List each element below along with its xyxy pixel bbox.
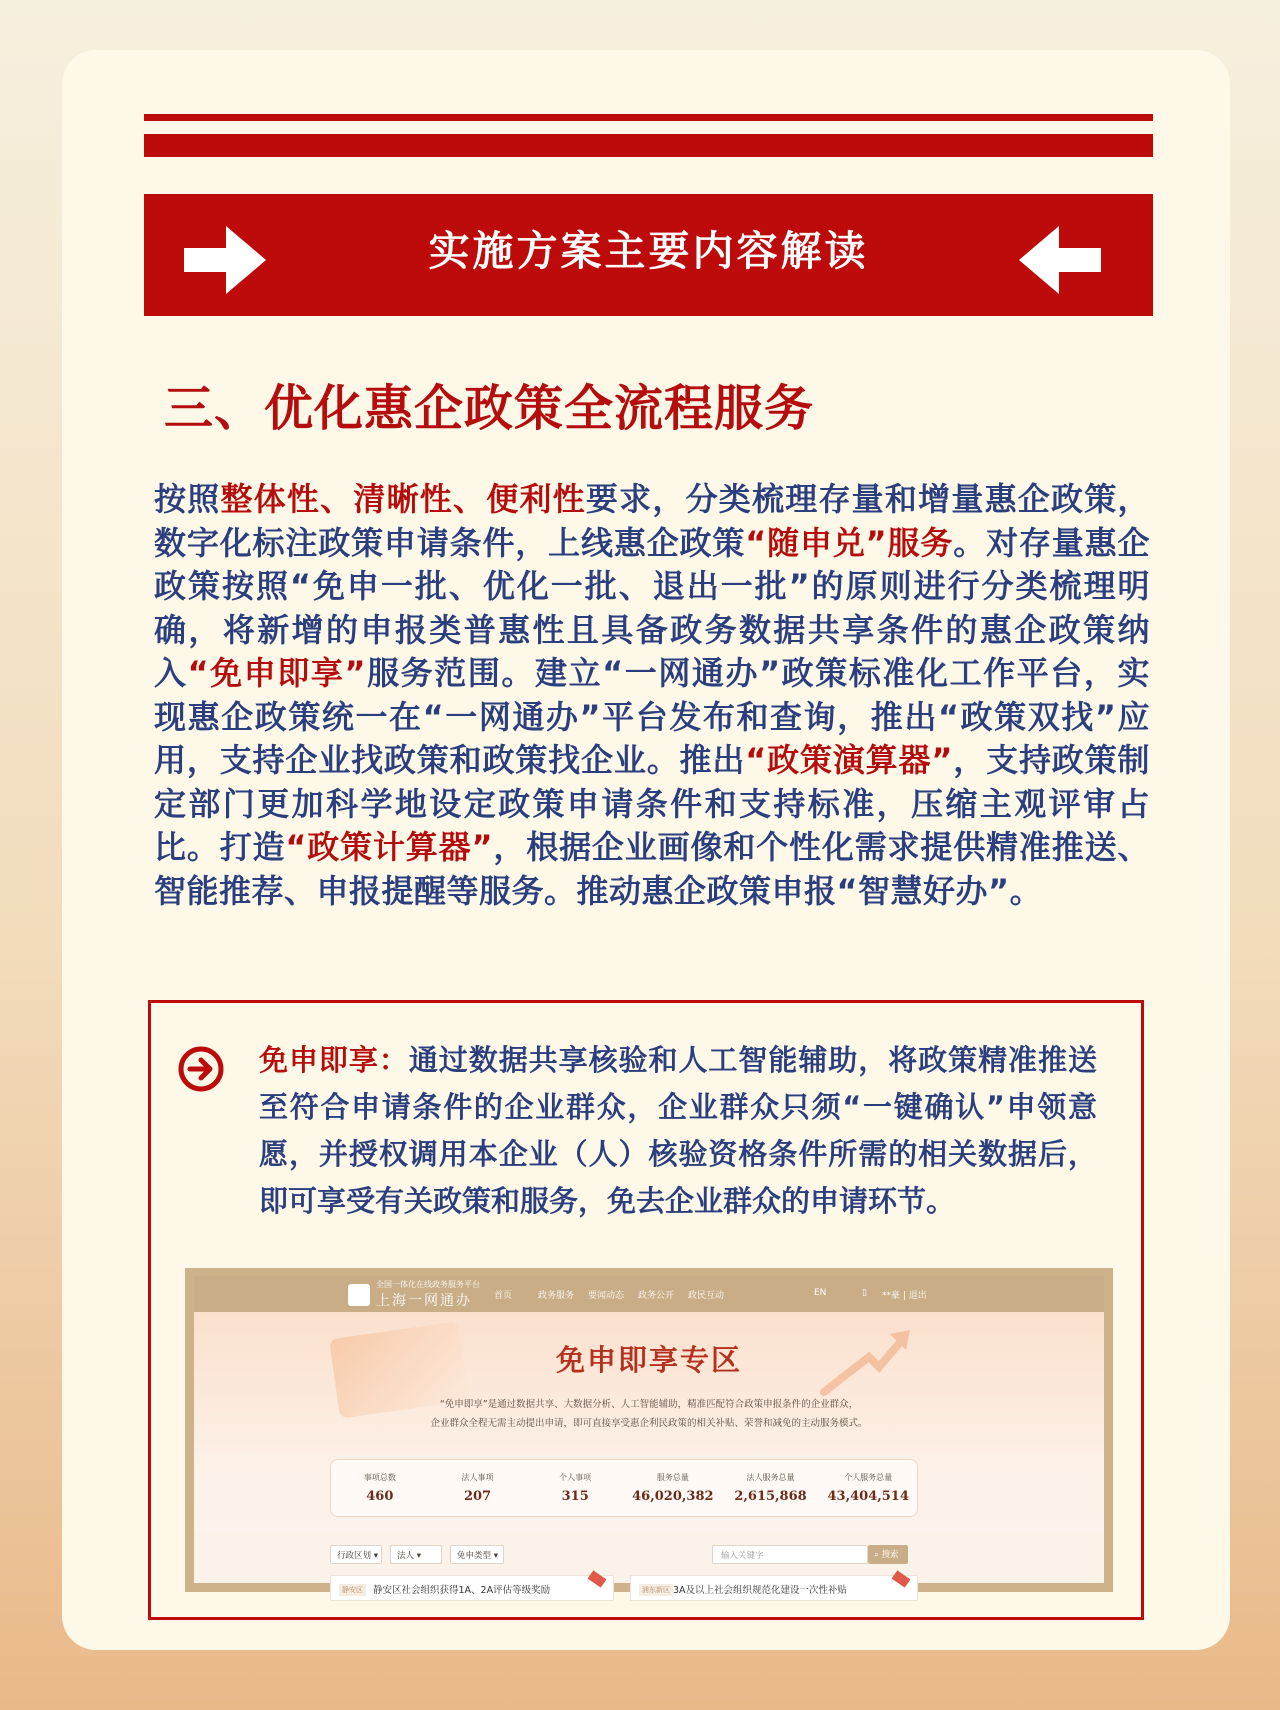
- site-nav-bar: [194, 1276, 1104, 1312]
- stat-item: [429, 1472, 527, 1504]
- stat-value: 460: [366, 1489, 394, 1504]
- body-text-segment: 按照: [154, 480, 221, 518]
- hero-section: [194, 1312, 1104, 1532]
- stat-label: 个人事项: [559, 1473, 592, 1482]
- body-highlight: “政策计算器”: [285, 828, 494, 866]
- body-text-segment: ，支持政策制定部门更加科学地设定政策申请条件和支持标准，压缩主观评审占比。打造: [154, 741, 1150, 866]
- body-highlight: “免申即享”: [187, 654, 367, 692]
- stat-item: [526, 1472, 624, 1504]
- corner-ribbon-icon: [892, 1570, 911, 1587]
- region-filter-select[interactable]: 行政区划 ▾: [330, 1545, 382, 1564]
- banner-title: 实施方案主要内容解读: [428, 226, 869, 275]
- stat-label: 法人事项: [461, 1473, 494, 1482]
- section-heading: 三、优化惠企政策全流程服务: [164, 380, 815, 437]
- stat-item: [722, 1472, 820, 1504]
- search-icon: ⌕: [874, 1550, 879, 1560]
- info-box: [148, 1000, 1144, 1620]
- policy-title: 静安区社会组织获得1A、2A评估等级奖励: [373, 1585, 551, 1596]
- search-input[interactable]: 输入关键字: [712, 1545, 868, 1564]
- body-highlight: “政策演算器”: [745, 741, 953, 779]
- body-text-segment: 服务范围。建立“一网通办”政策标准化工作平台，实现惠企政策统一在“一网通办”平台发布和查询，推出“政策双找”应用，支持企业找政策和政策找企业。推出: [154, 654, 1150, 779]
- nav-lang[interactable]: EN: [814, 1288, 827, 1298]
- stat-label: 个人服务总量: [844, 1473, 893, 1482]
- body-highlight: 整体性、清晰性、便利性: [220, 480, 586, 518]
- nav-user[interactable]: **豪 | 退出: [882, 1291, 927, 1301]
- policy-list-item[interactable]: [330, 1575, 614, 1601]
- stat-label: 服务总量: [656, 1473, 689, 1482]
- search-button[interactable]: [868, 1545, 908, 1564]
- stat-item: [331, 1472, 429, 1504]
- search-button-label: 搜索: [881, 1550, 899, 1560]
- stat-value: 46,020,382: [632, 1489, 714, 1504]
- nav-public[interactable]: 政务公开: [638, 1291, 675, 1301]
- policy-title: 3A及以上社会组织规范化建设一次性补贴: [673, 1585, 848, 1596]
- nav-interaction[interactable]: 政民互动: [688, 1291, 725, 1301]
- arrow-right-icon: [184, 218, 268, 302]
- stat-item: [819, 1472, 917, 1504]
- entity-filter-select[interactable]: 法人 ▾: [390, 1545, 442, 1564]
- website-screenshot: [185, 1268, 1113, 1596]
- arrow-left-icon: [1017, 218, 1101, 302]
- stat-label: 法人服务总量: [746, 1473, 795, 1482]
- site-logo-subtitle: 全国一体化在线政务服务平台: [376, 1280, 480, 1289]
- nav-news[interactable]: 要闻动态: [588, 1291, 625, 1301]
- hero-description-line: 企业群众全程无需主动提出申请，即可直接享受惠企利民政策的相关补贴、荣誉和减免的主动服务模式。: [430, 1418, 868, 1429]
- nav-services[interactable]: 政务服务: [538, 1291, 575, 1301]
- circle-arrow-right-icon: [177, 1045, 225, 1093]
- body-highlight: “随申兑”服务: [745, 523, 954, 562]
- hero-description-line: “免申即享”是通过数据共享、大数据分析、人工智能辅助，精准匹配符合政策申报条件的企业群众，: [439, 1399, 859, 1410]
- district-tag: 浦东新区: [639, 1584, 673, 1596]
- box-text: [259, 1037, 1097, 1225]
- top-rule-thin: [144, 114, 1153, 121]
- hero-title: 免申即享专区: [555, 1343, 742, 1377]
- site-logo-icon: [348, 1284, 370, 1306]
- top-rule-thick: [144, 134, 1153, 157]
- body-text-segment: 。对存量惠企政策按照“免申一批、优化一批、退出一批”的原则进行分类梳理明确，将新增的申报类普惠性且具备政务数据共享条件的惠企政策纳入: [154, 523, 1150, 692]
- stat-label: 事项总数: [363, 1473, 396, 1482]
- stat-value: 2,615,868: [734, 1489, 807, 1504]
- box-description: 通过数据共享核验和人工智能辅助，将政策精准推送至符合申请条件的企业群众，企业群众只须“一键确认”申领意愿，并授权调用本企业（人）核验资格条件所需的相关数据后，即可享受有关政策和服务，免去企业群众的申请环节。: [259, 1043, 1097, 1218]
- mobile-icon[interactable]: ▯: [862, 1288, 867, 1298]
- type-filter-select[interactable]: 免申类型 ▾: [450, 1545, 504, 1564]
- stat-item: [624, 1472, 722, 1504]
- stat-value: 315: [561, 1489, 589, 1504]
- stat-value: 207: [463, 1489, 492, 1504]
- body-paragraph: [154, 478, 1150, 913]
- district-tag: 静安区: [339, 1584, 366, 1596]
- body-text-segment: ，根据企业画像和个性化需求提供精准推送、智能推荐、申报提醒等服务。推动惠企政策申报“智慧好办”。: [154, 828, 1150, 910]
- site-logo-title: 上海一网通办: [376, 1293, 472, 1309]
- body-text-segment: 要求，分类梳理存量和增量惠企政策，数字化标注政策申请条件，上线惠企政策: [154, 480, 1150, 562]
- corner-ribbon-icon: [588, 1570, 607, 1587]
- nav-home[interactable]: 首页: [494, 1291, 513, 1301]
- box-title: 免申即享：: [259, 1043, 409, 1077]
- stats-panel: [330, 1459, 918, 1517]
- title-banner: [144, 194, 1153, 316]
- policy-list-item[interactable]: [630, 1575, 918, 1601]
- stat-value: 43,404,514: [827, 1489, 909, 1504]
